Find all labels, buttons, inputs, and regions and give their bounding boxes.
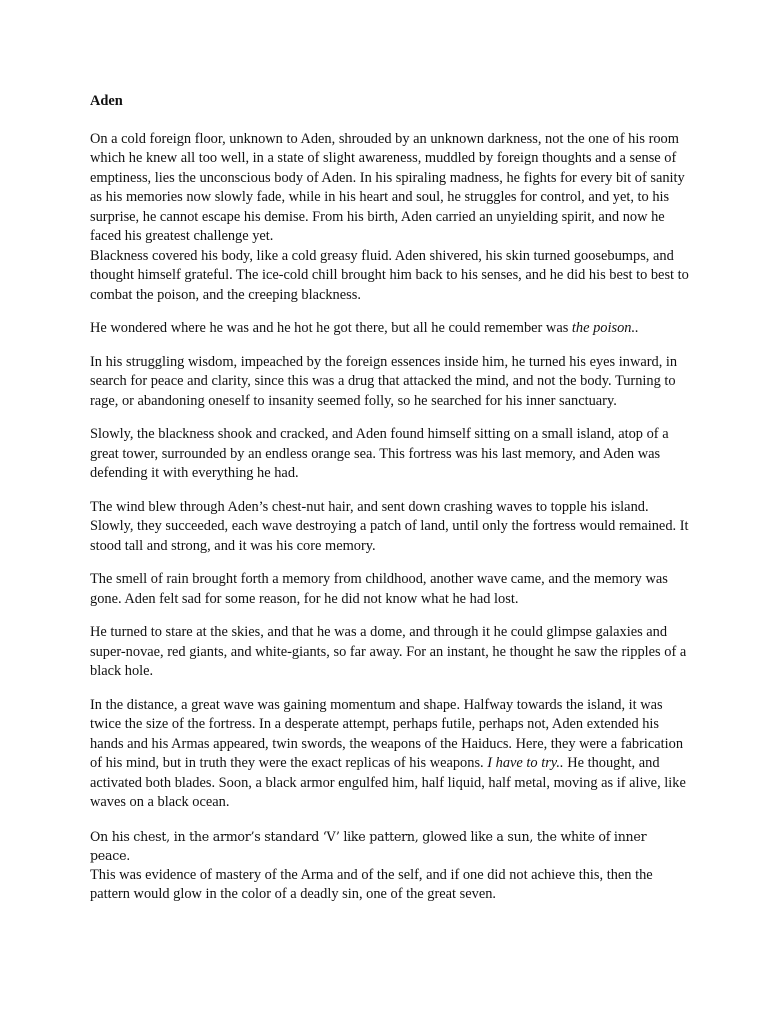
paragraph-4: In his struggling wisdom, impeached by the foreign essences inside him, he turned his eyes inward, in search for peace and clarity, since this was a drug that attacked the mind, and not the body. Turning to rage, or abandoning oneself to insanity seemed folly, so he searched for his inner sanctuary. [90,353,678,409]
paragraph-6: The wind blew through Aden’s chest-nut hair, and sent down crashing waves to topple his island. Slowly, they succeeded, each wave destroying a patch of land, until only the fortress would remained. It stood tall and strong, and it was his core memory. [90,498,689,554]
paragraph-3 [90,319,690,339]
paragraph-7: The smell of rain brought forth a memory from childhood, another wave came, and the memory was gone. Aden felt sad for some reason, for he did not know what he had lost. [90,571,668,607]
paragraph-9-emphasis: I have to try.. [487,755,564,771]
paragraph-10: This was evidence of mastery of the Arma and of the self, and if one did not achieve this, then the pattern would glow in the color of a deadly sin, one of the great seven. [90,866,653,902]
paragraph-9-text-a: In the distance, a great wave was gaining momentum and shape. Halfway towards the island, it was twice the size of the fortress. In a desperate attempt, perhaps futile, perhaps not, Aden extended his hands and his Armas appeared, twin swords, the weapons of the Haiducs. Here, they were a fabrication of his mind, but in truth they were the exact replicas of his weapons. [90,696,684,771]
paragraph-9 [90,696,690,813]
paragraph-3-emphasis: the poison.. [571,320,639,336]
document-page [90,92,690,919]
paragraph-10-line-1: On his chest, in the armor’s standard ‘V’ like pattern, glowed like a sun, the white of inner peace. [90,828,647,863]
paragraph-5: Slowly, the blackness shook and cracked, and Aden found himself sitting on a small island, atop of a great tower, surrounded by an endless orange sea. This fortress was his last memory, and Aden was defending it with everything he had. [90,426,669,481]
paragraph-3-text: He wondered where he was and he hot he got there, but all he could remember was [90,320,572,336]
paragraph-1: On a cold foreign floor, unknown to Aden, shrouded by an unknown darkness, not the one of his room which he knew all too well, in a state of slight awareness, muddled by foreign thoughts and a sense of emptiness, lies the unconscious body of Aden. In his spiraling madness, he fights for every bit of sanity as his memories now slowly fade, while in his heart and soul, he struggles for control, and yet, to his surprise, he cannot escape his demise. From his birth, Aden carried an unyielding spirit, and now he faced his greatest challenge yet. [90,130,685,244]
paragraph-2: Blackness covered his body, like a cold greasy fluid. Aden shivered, his skin turned goosebumps, and thought himself grateful. The ice-cold chill brought him back to his senses, and he did his best to best to combat the poison, and the creeping blackness. [90,247,689,303]
paragraph-9-text-b: He thought, and activated both blades. Soon, a black armor engulfed him, half liquid, half metal, moving as if alive, like waves on a black ocean. [90,755,686,810]
document-title: Aden [90,93,123,109]
paragraph-8: He turned to stare at the skies, and that he was a dome, and through it he could glimpse galaxies and super-novae, red giants, and white-giants, so far away. For an instant, he thought he saw the ripples of a black hole. [90,624,687,679]
